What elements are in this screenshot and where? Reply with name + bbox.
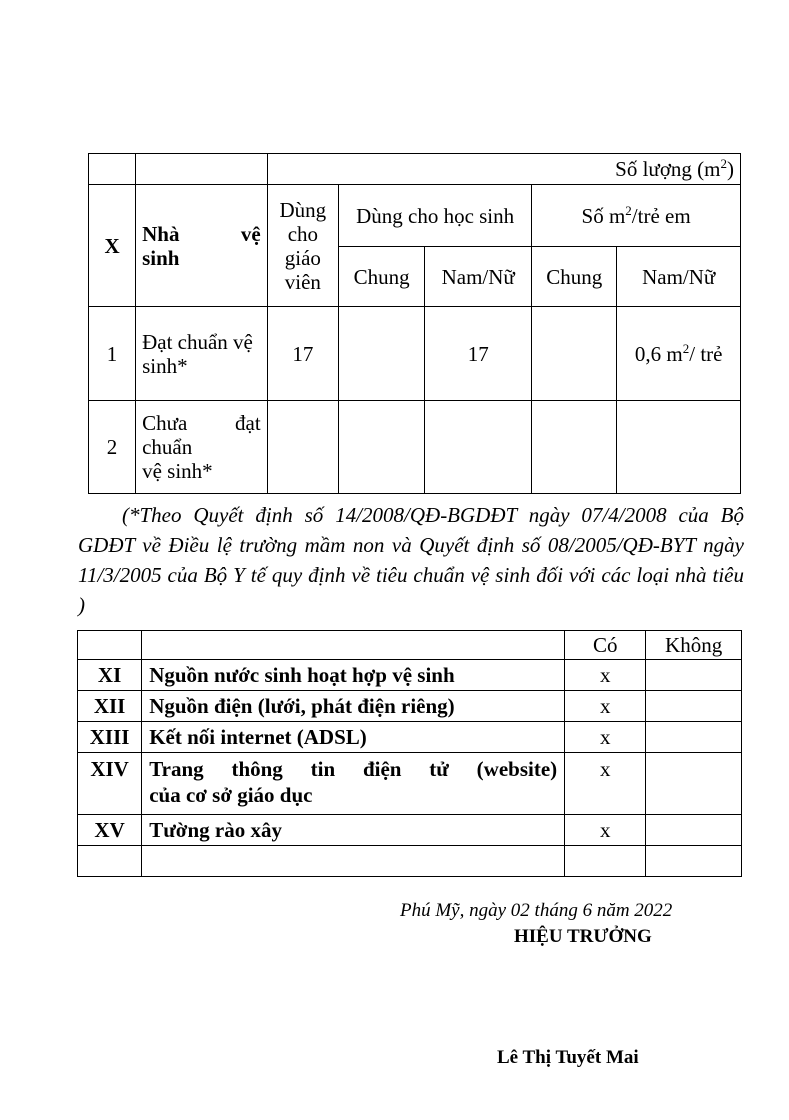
empty-cell [136,154,268,185]
sub-header-nam-nu: Nam/Nữ [617,247,741,307]
area-per-child-header: Số $m^2$/trẻ em [532,185,741,247]
teacher-use-header: Dùng cho giáo viên [267,185,338,307]
table-row [78,691,742,722]
row-khong [646,660,742,691]
row-co: x [565,691,646,722]
table-row [78,846,742,877]
teacher-count: 17 [267,307,338,401]
area-chung [532,401,617,494]
unit-header: Số lượng $(m^2)$ [267,154,740,185]
facilities-table [77,630,742,877]
row-item: Tường rào xây [142,815,565,846]
sub-header-nam-nu: Nam/Nữ [425,247,532,307]
row-khong [646,691,742,722]
signature-title: HIỆU TRƯỞNG [514,926,652,947]
row-khong [646,815,742,846]
header-khong: Không [646,631,742,660]
table-row [89,307,741,401]
row-item: Nguồn điện (lưới, phát điện riêng) [142,691,565,722]
row-label: Chưa đạt chuẩn vệ sinh* [136,401,268,494]
table-row [78,815,742,846]
sub-header-chung: Chung [532,247,617,307]
area-nam-nu [617,401,741,494]
row-co: x [565,753,646,815]
area-chung [532,307,617,401]
toilet-header: Nhà vệ sinh [136,185,268,307]
student-nam-nu [425,401,532,494]
table-row [89,401,741,494]
section-roman: X [89,185,136,307]
row-number: 1 [89,307,136,401]
row-roman: XII [78,691,142,722]
row-roman: XV [78,815,142,846]
sub-header-chung: Chung [339,247,425,307]
row-label: Đạt chuẩn vệ sinh* [136,307,268,401]
empty-cell [565,846,646,877]
row-item: Nguồn nước sinh hoạt hợp vệ sinh [142,660,565,691]
row-number: 2 [89,401,136,494]
row-co: x [565,722,646,753]
regulation-note: (*Theo Quyết định số 14/2008/QĐ-BGDĐT ngày 07/4/2008 của Bộ GDĐT về Điều lệ trường mầm non và Quyết định số 08/2005/QĐ-BYT ngày 11/3/2005 của Bộ Y tế quy định về tiêu chuẩn vệ sinh đối với các loại nhà tiêu ) [78,503,744,617]
row-khong [646,722,742,753]
empty-cell [142,846,565,877]
table-row [78,753,742,815]
student-chung [339,307,425,401]
row-co: x [565,660,646,691]
table-row [78,660,742,691]
empty-cell [646,846,742,877]
row-roman: XIII [78,722,142,753]
row-roman: XIV [78,753,142,815]
teacher-count [267,401,338,494]
signature-date: Phú Mỹ, ngày 02 tháng 6 năm 2022 [400,900,673,921]
sanitation-table [88,153,741,494]
row-item: Kết nối internet (ADSL) [142,722,565,753]
student-nam-nu: 17 [425,307,532,401]
empty-cell [78,846,142,877]
empty-cell [78,631,142,660]
student-chung [339,401,425,494]
header-co: Có [565,631,646,660]
area-nam-nu: 0,6 $m^2/$ trẻ [617,307,741,401]
row-item: Trang thông tin điện tử (website) của cơ sở giáo dục [142,753,565,815]
empty-cell [89,154,136,185]
table-row [78,722,742,753]
signature-name: Lê Thị Tuyết Mai [497,1047,639,1068]
row-roman: XI [78,660,142,691]
row-co: x [565,815,646,846]
row-khong [646,753,742,815]
student-use-header: Dùng cho học sinh [339,185,532,247]
empty-cell [142,631,565,660]
